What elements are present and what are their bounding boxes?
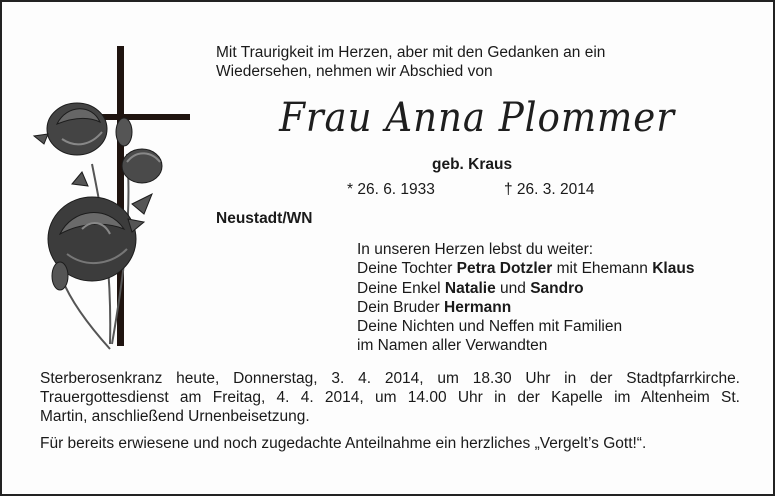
roses-icon [34, 103, 162, 349]
intro-line-1: Mit Traurigkeit im Herzen, aber mit den Gedanken an ein [216, 44, 606, 61]
intro-line-2: Wiedersehen, nehmen wir Abschied von [216, 63, 493, 80]
maiden-name: geb. Kraus [432, 156, 513, 173]
death-date: † 26. 3. 2014 [504, 181, 595, 198]
cross-with-roses-icon [32, 44, 202, 359]
life-dates [347, 180, 595, 199]
survivors-list [357, 240, 694, 356]
service-details [40, 369, 740, 426]
rosary-line: Sterberosenkranz heute, Donnerstag, 3. 4. 2014, um 18.30 Uhr in der Stadtpfarrkirche. [40, 370, 740, 387]
deceased-name: Frau Anna Plommer [279, 95, 675, 141]
survivor-line: Dein Bruder Hermann [357, 298, 512, 316]
cross-icon [90, 46, 190, 346]
intro-text [216, 43, 605, 81]
survivor-line: im Namen aller Verwandten [357, 337, 548, 355]
survivor-line: Deine Tochter Petra Dotzler mit Ehemann Klaus [357, 260, 695, 278]
survivor-line: Deine Nichten und Neffen mit Familien [357, 318, 623, 336]
mass-line-2: Martin, anschließend Urnenbeisetzung. [40, 408, 310, 425]
place: Neustadt/WN [216, 210, 313, 227]
survivors-heading: In unseren Herzen lebst du weiter: [357, 241, 594, 258]
birth-date: * 26. 6. 1933 [347, 181, 435, 198]
mass-line-1: Trauergottesdienst am Freitag, 4. 4. 2014, um 14.00 Uhr in der Kapelle im Altenheim St. [40, 389, 740, 406]
survivor-line: Deine Enkel Natalie und Sandro [357, 279, 584, 297]
thanks-text: Für bereits erwiesene und noch zugedachte Anteilnahme ein herzliches „Vergelt’s Gott!“. [40, 435, 647, 452]
